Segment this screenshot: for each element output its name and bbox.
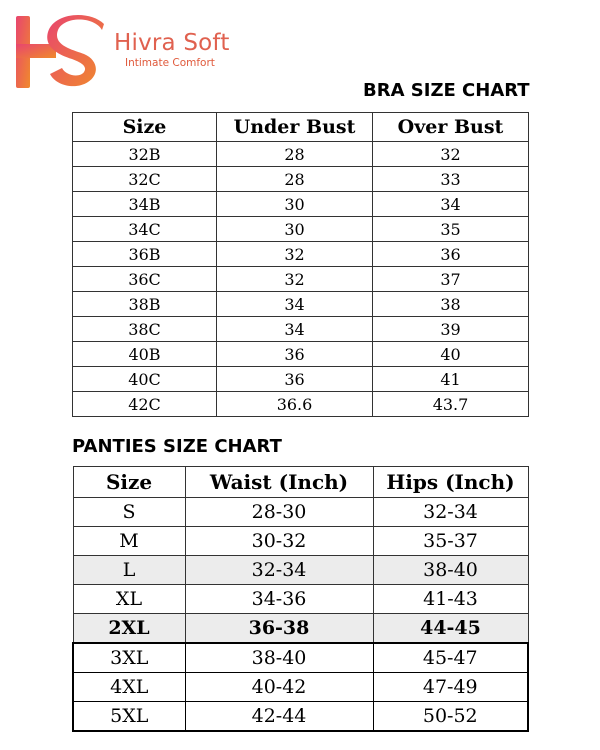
table-cell: 2XL <box>73 614 185 644</box>
table-cell: 36C <box>73 267 217 292</box>
table-cell: 28 <box>217 167 373 192</box>
table-cell: 34-36 <box>185 585 373 614</box>
bra-chart-title: BRA SIZE CHART <box>363 80 530 101</box>
column-header: Under Bust <box>217 113 373 142</box>
table-cell: 38B <box>73 292 217 317</box>
table-cell: 40C <box>73 367 217 392</box>
panties-size-table <box>72 466 529 732</box>
column-header: Over Bust <box>373 113 529 142</box>
table-row <box>73 498 528 527</box>
table-cell: 41-43 <box>373 585 528 614</box>
table-cell: 30 <box>217 217 373 242</box>
table-cell: 3XL <box>73 643 185 673</box>
table-cell: 32C <box>73 167 217 192</box>
table-cell: 36-38 <box>185 614 373 644</box>
table-cell: 42-44 <box>185 702 373 732</box>
hivra-soft-logo-icon <box>14 12 109 92</box>
table-row <box>73 585 528 614</box>
table-cell: 33 <box>373 167 529 192</box>
table-row <box>73 367 529 392</box>
brand-block <box>114 30 230 70</box>
table-cell: 40 <box>373 342 529 367</box>
table-row <box>73 192 529 217</box>
table-cell: 35-37 <box>373 527 528 556</box>
table-cell: 38 <box>373 292 529 317</box>
table-cell: 42C <box>73 392 217 417</box>
table-cell: 36 <box>217 342 373 367</box>
table-row <box>73 556 528 585</box>
column-header: Size <box>73 467 185 498</box>
table-header-row <box>73 467 528 498</box>
table-cell: 32 <box>217 267 373 292</box>
table-row <box>73 673 528 702</box>
table-cell: 32B <box>73 142 217 167</box>
table-cell: 36 <box>373 242 529 267</box>
table-row <box>73 643 528 673</box>
table-cell: 32-34 <box>373 498 528 527</box>
brand-tagline: Intimate Comfort <box>125 57 215 69</box>
panties-chart-title: PANTIES SIZE CHART <box>72 436 282 457</box>
table-cell: 36 <box>217 367 373 392</box>
table-cell: 32-34 <box>185 556 373 585</box>
table-cell: 39 <box>373 317 529 342</box>
table-cell: 44-45 <box>373 614 528 644</box>
column-header: Size <box>73 113 217 142</box>
brand-name: Hivra Soft <box>114 30 230 56</box>
table-cell: 35 <box>373 217 529 242</box>
table-cell: 36.6 <box>217 392 373 417</box>
table-cell: 34B <box>73 192 217 217</box>
table-row <box>73 392 529 417</box>
table-cell: 30-32 <box>185 527 373 556</box>
table-cell: 38-40 <box>373 556 528 585</box>
table-row <box>73 702 528 732</box>
table-cell: 38C <box>73 317 217 342</box>
table-cell: 36B <box>73 242 217 267</box>
table-cell: 43.7 <box>373 392 529 417</box>
table-cell: 50-52 <box>373 702 528 732</box>
table-cell: L <box>73 556 185 585</box>
table-cell: 32 <box>373 142 529 167</box>
table-cell: 28 <box>217 142 373 167</box>
table-cell: 47-49 <box>373 673 528 702</box>
table-header-row <box>73 113 529 142</box>
table-cell: XL <box>73 585 185 614</box>
table-cell: 34 <box>373 192 529 217</box>
table-row <box>73 527 528 556</box>
table-cell: 34 <box>217 292 373 317</box>
table-cell: 41 <box>373 367 529 392</box>
table-cell: 30 <box>217 192 373 217</box>
table-row <box>73 217 529 242</box>
column-header: Hips (Inch) <box>373 467 528 498</box>
table-cell: 45-47 <box>373 643 528 673</box>
table-row <box>73 142 529 167</box>
table-cell: 37 <box>373 267 529 292</box>
table-row <box>73 167 529 192</box>
table-row <box>73 242 529 267</box>
table-cell: 34 <box>217 317 373 342</box>
table-row-highlighted <box>73 614 528 644</box>
table-cell: 40-42 <box>185 673 373 702</box>
table-cell: 4XL <box>73 673 185 702</box>
table-cell: M <box>73 527 185 556</box>
column-header: Waist (Inch) <box>185 467 373 498</box>
table-row <box>73 292 529 317</box>
table-cell: S <box>73 498 185 527</box>
table-cell: 34C <box>73 217 217 242</box>
table-row <box>73 267 529 292</box>
table-cell: 32 <box>217 242 373 267</box>
table-row <box>73 342 529 367</box>
table-cell: 28-30 <box>185 498 373 527</box>
bra-size-table <box>72 112 529 417</box>
table-cell: 38-40 <box>185 643 373 673</box>
table-cell: 5XL <box>73 702 185 732</box>
table-row <box>73 317 529 342</box>
table-cell: 40B <box>73 342 217 367</box>
